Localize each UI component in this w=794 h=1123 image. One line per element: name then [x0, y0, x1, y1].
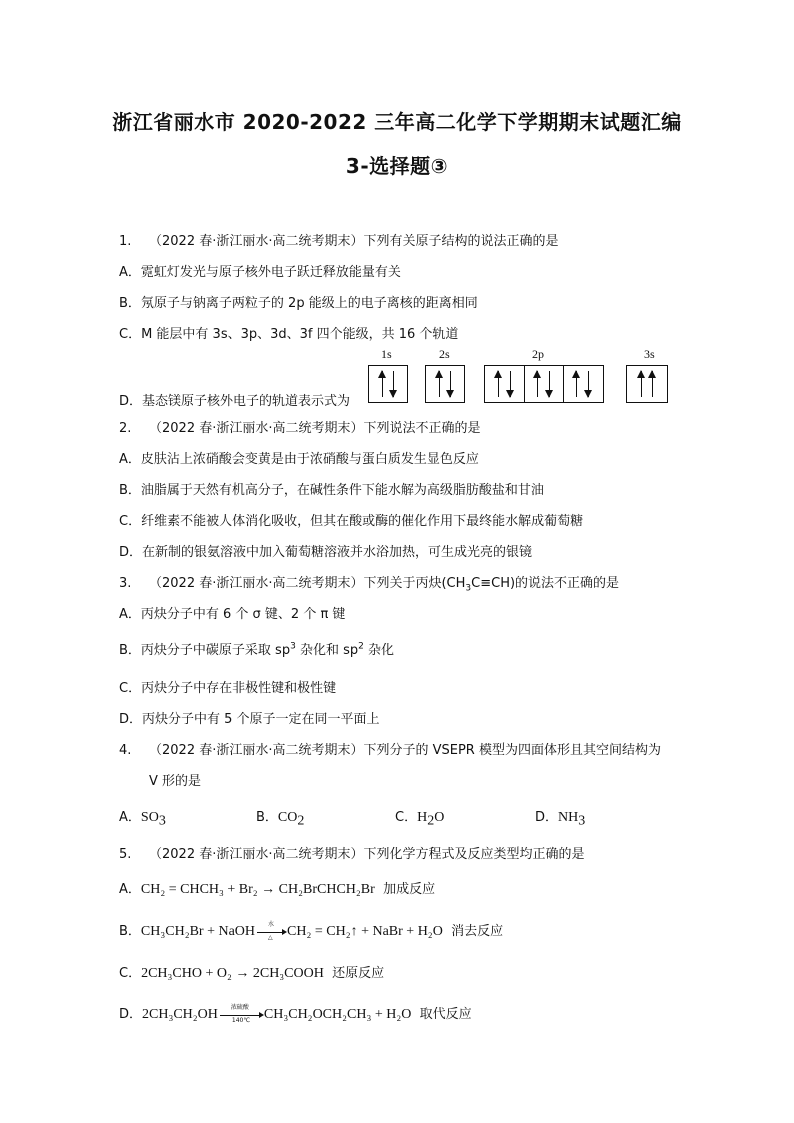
reaction-type: 消去反应	[451, 924, 504, 939]
condition-bottom: △	[268, 933, 273, 941]
q3-option-b-post: 杂化	[363, 643, 394, 658]
reaction-type: 加成反应	[383, 882, 436, 897]
q1-option-b: B．氖原子与钠离子两粒子的 2p 能级上的电子离核的距离相同	[119, 296, 478, 311]
spin-up-arrow	[576, 371, 577, 397]
spin-down-arrow	[450, 371, 451, 397]
question-text: （2022 春·浙江丽水·高二统考期末）下列化学方程式及反应类型均正确的是	[149, 847, 585, 862]
question-text: （2022 春·浙江丽水·高二统考期末）下列有关原子结构的说法正确的是	[149, 234, 559, 249]
q3-option-a: A．丙炔分子中有 6 个 σ 键、2 个 π 键	[119, 607, 346, 622]
superscript: 3	[290, 641, 296, 652]
spin-down-arrow	[393, 371, 394, 397]
q5-option-c: C．2CH₃CHO + O₂ → 2CH₃COOH 还原反应	[119, 966, 385, 981]
question-number: 2.	[119, 421, 132, 436]
spin-down-arrow	[549, 371, 550, 397]
condition-top: 水	[268, 920, 275, 928]
spin-up-arrow	[641, 371, 642, 397]
orbital-divider	[563, 366, 564, 402]
reaction-arrow	[255, 920, 287, 941]
equation-right: CH₃CH₂OCH₂CH₃ + H₂O	[263, 1007, 412, 1022]
subscript: 3	[465, 583, 472, 594]
question-text-pre: （2022 春·浙江丽水·高二统考期末）下列关于丙炔(CH	[149, 576, 466, 591]
q3-option-b-mid: 杂化和 sp	[295, 643, 359, 658]
question-text: （2022 春·浙江丽水·高二统考期末）下列分子的 VSEPR 模型为四面体形且其空间结构为	[149, 743, 661, 758]
q3-option-c: C．丙炔分子中存在非极性键和极性键	[119, 681, 337, 696]
q4-option-b: B．$CO_2$	[256, 810, 305, 829]
question-number: 1.	[119, 234, 132, 249]
superscript: 2	[358, 641, 364, 652]
q3-option-d: D．丙炔分子中有 5 个原子一定在同一平面上	[119, 712, 380, 727]
document-title-line2: 3-选择题③	[345, 154, 449, 178]
document-title-line1: 浙江省丽水市 2020-2022 三年高二化学下学期期末试题汇编	[112, 110, 682, 134]
q2-option-a: A．皮肤沾上浓硝酸会变黄是由于浓硝酸与蛋白质发生显色反应	[119, 452, 479, 467]
question-5-stem	[119, 843, 584, 862]
equation: 2CH₃CHO + O₂ → 2CH₃COOH	[141, 966, 324, 981]
q1-option-a: A．霓虹灯发光与原子核外电子跃迁释放能量有关	[119, 265, 401, 280]
reaction-type: 取代反应	[419, 1007, 472, 1022]
question-1-stem	[119, 230, 558, 249]
question-number: 3.	[119, 576, 132, 591]
q1-option-c: C．M 能层中有 3s、3p、3d、3f 四个能级，共 16 个轨道	[119, 327, 459, 342]
orbital-box-3s	[626, 365, 668, 403]
q4-option-d: D．$NH_3$	[535, 810, 586, 829]
spin-up-arrow	[382, 371, 383, 397]
question-text: （2022 春·浙江丽水·高二统考期末）下列说法不正确的是	[149, 421, 481, 436]
q5-option-b: B．CH₃CH₂Br + NaOH 水 △ CH₂ = CH₂↑ + NaBr + H₂O 消去反应	[119, 920, 504, 941]
reaction-type: 还原反应	[332, 966, 385, 981]
q4-option-c: C．$H_2O$	[395, 810, 445, 829]
question-text-post: C≡CH)的说法不正确的是	[471, 576, 620, 591]
orbital-label-2p: 2p	[532, 347, 544, 361]
reaction-arrow	[218, 1003, 264, 1024]
question-4-stem	[119, 739, 661, 758]
q3-option-b-pre: B．丙炔分子中碳原子采取 sp	[119, 643, 291, 658]
q2-option-b: B．油脂属于天然有机高分子，在碱性条件下能水解为高级脂肪酸盐和甘油	[119, 483, 544, 498]
orbital-label-1s: 1s	[381, 347, 392, 361]
spin-down-arrow	[588, 371, 589, 397]
equation-left: 2CH₃CH₂OH	[142, 1007, 218, 1022]
equation-right: CH₂ = CH₂↑ + NaBr + H₂O	[287, 924, 443, 939]
question-number: 5.	[119, 847, 132, 862]
condition-top: 浓硫酸	[230, 1003, 249, 1011]
spin-up-arrow	[439, 371, 440, 397]
q1-option-d: D．基态镁原子核外电子的轨道表示式为	[119, 394, 351, 409]
q5-option-d: D．2CH₃CH₂OH 浓硫酸 140℃ CH₃CH₂OCH₂CH₃ + H₂O 取代反应	[119, 1003, 472, 1024]
question-2-stem	[119, 417, 480, 436]
orbital-divider	[524, 366, 525, 402]
orbital-box-2p	[484, 365, 604, 403]
spin-up-arrow	[498, 371, 499, 397]
question-3-stem	[119, 572, 619, 594]
equation-left: CH₃CH₂Br + NaOH	[140, 924, 256, 939]
condition-bottom: 140℃	[231, 1016, 251, 1024]
spin-up-arrow	[652, 371, 653, 397]
spin-up-arrow	[537, 371, 538, 397]
q2-option-c: C．纤维素不能被人体消化吸收，但其在酸或酶的催化作用下最终能水解成葡萄糖	[119, 514, 584, 529]
spin-down-arrow	[510, 371, 511, 397]
q5-option-a: A．CH₂ = CHCH₃ + Br₂ → CH₂BrCHCH₂Br 加成反应	[119, 882, 436, 897]
q4-options	[119, 806, 679, 829]
question-4-stem-cont: V 形的是	[149, 774, 202, 789]
orbital-box-1s	[368, 365, 408, 403]
question-number: 4.	[119, 743, 132, 758]
orbital-label-2s: 2s	[439, 347, 450, 361]
orbital-box-2s	[425, 365, 465, 403]
q4-option-a: A．$SO_3$	[119, 810, 166, 829]
q3-option-b	[119, 639, 394, 658]
equation: CH₂ = CHCH₃ + Br₂ → CH₂BrCHCH₂Br	[140, 882, 375, 897]
orbital-label-3s: 3s	[644, 347, 655, 361]
q2-option-d: D．在新制的银氨溶液中加入葡萄糖溶液并水浴加热，可生成光亮的银镜	[119, 545, 533, 560]
